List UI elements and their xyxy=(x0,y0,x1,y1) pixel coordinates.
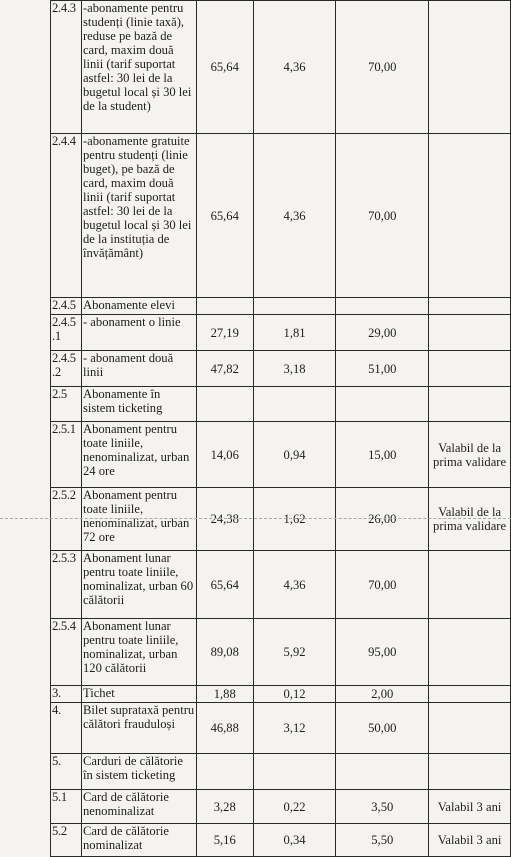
fold-line xyxy=(0,518,511,519)
row-number: 2.5.4 xyxy=(51,619,82,686)
price-with-vat: 70,00 xyxy=(336,1,429,134)
price-with-vat: 26,00 xyxy=(336,488,429,551)
table-row xyxy=(51,315,511,351)
table-row xyxy=(51,351,511,387)
table-row xyxy=(51,134,511,298)
row-description: Tichet xyxy=(81,686,196,703)
price-without-vat: 47,82 xyxy=(196,351,253,387)
table-row xyxy=(51,619,511,686)
row-observations xyxy=(429,551,511,619)
table-row xyxy=(51,790,511,824)
price-without-vat: 65,64 xyxy=(196,134,253,298)
price-with-vat: 70,00 xyxy=(336,551,429,619)
vat-amount: 4,36 xyxy=(253,1,336,134)
table-row xyxy=(51,422,511,488)
row-number: 2.5 xyxy=(51,387,82,422)
vat-amount: 3,12 xyxy=(253,703,336,754)
row-observations xyxy=(429,315,511,351)
row-description: Card de călătorie nenominalizat xyxy=(81,790,196,824)
price-without-vat: 3,28 xyxy=(196,790,253,824)
row-description: Abonament pentru toate liniile, nenominalizat, urban 72 ore xyxy=(81,488,196,551)
vat-amount: 0,22 xyxy=(253,790,336,824)
price-with-vat xyxy=(336,298,429,315)
row-number: 2.4.5 xyxy=(51,298,82,315)
table-row xyxy=(51,824,511,857)
row-observations xyxy=(429,298,511,315)
row-description: Carduri de călătorie în sistem ticketing xyxy=(81,754,196,790)
vat-amount xyxy=(253,387,336,422)
price-with-vat: 95,00 xyxy=(336,619,429,686)
table-row xyxy=(51,488,511,551)
price-without-vat: 1,88 xyxy=(196,686,253,703)
price-without-vat: 14,06 xyxy=(196,422,253,488)
row-observations xyxy=(429,686,511,703)
vat-amount: 3,18 xyxy=(253,351,336,387)
row-description: -abonamente pentru studenți (linie taxă), reduse pe bază de card, maxim două linii (tarif suportat astfel: 30 lei de la bugetul local și 30 lei de la student) xyxy=(81,1,196,134)
price-without-vat: 5,16 xyxy=(196,824,253,857)
price-with-vat: 51,00 xyxy=(336,351,429,387)
row-number: 2.5.2 xyxy=(51,488,82,551)
price-without-vat: 27,19 xyxy=(196,315,253,351)
vat-amount: 0,34 xyxy=(253,824,336,857)
row-description: -abonamente gratuite pentru studenți (linie buget), pe bază de card, maxim două linii (tarif suportat astfel: 30 lei de la bugetul local și 30 lei de la instituția de învățământ) xyxy=(81,134,196,298)
row-number: 2.4.3 xyxy=(51,1,82,134)
row-number: 5. xyxy=(51,754,82,790)
vat-amount xyxy=(253,298,336,315)
price-without-vat xyxy=(196,387,253,422)
table-row xyxy=(51,387,511,422)
row-description: Card de călătorie nominalizat xyxy=(81,824,196,857)
price-without-vat xyxy=(196,754,253,790)
price-with-vat xyxy=(336,387,429,422)
vat-amount: 0,12 xyxy=(253,686,336,703)
price-with-vat: 15,00 xyxy=(336,422,429,488)
row-number: 4. xyxy=(51,703,82,754)
row-number: 5.1 xyxy=(51,790,82,824)
price-with-vat: 70,00 xyxy=(336,134,429,298)
price-with-vat: 3,50 xyxy=(336,790,429,824)
table-row xyxy=(51,686,511,703)
row-observations xyxy=(429,703,511,754)
row-observations xyxy=(429,134,511,298)
row-description: Abonament lunar pentru toate liniile, nominalizat, urban 60 călătorii xyxy=(81,551,196,619)
row-description: Abonamente elevi xyxy=(81,298,196,315)
row-observations xyxy=(429,351,511,387)
row-observations xyxy=(429,1,511,134)
row-number: 2.4.5 .2 xyxy=(51,351,82,387)
price-with-vat: 29,00 xyxy=(336,315,429,351)
table-row xyxy=(51,703,511,754)
row-description: - abonament o linie xyxy=(81,315,196,351)
price-with-vat: 50,00 xyxy=(336,703,429,754)
vat-amount: 4,36 xyxy=(253,551,336,619)
price-with-vat: 5,50 xyxy=(336,824,429,857)
table-row xyxy=(51,551,511,619)
row-description: Abonament pentru toate liniile, nenominalizat, urban 24 ore xyxy=(81,422,196,488)
tariff-table-body xyxy=(51,1,511,857)
price-with-vat: 2,00 xyxy=(336,686,429,703)
table-row xyxy=(51,754,511,790)
price-without-vat: 65,64 xyxy=(196,551,253,619)
price-without-vat: 46,88 xyxy=(196,703,253,754)
row-number: 5.2 xyxy=(51,824,82,857)
row-description: Abonament lunar pentru toate liniile, nominalizat, urban 120 călătorii xyxy=(81,619,196,686)
tariff-table xyxy=(50,0,511,857)
price-with-vat xyxy=(336,754,429,790)
vat-amount: 0,94 xyxy=(253,422,336,488)
table-row xyxy=(51,298,511,315)
vat-amount: 5,92 xyxy=(253,619,336,686)
table-row xyxy=(51,1,511,134)
row-number: 2.4.4 xyxy=(51,134,82,298)
row-observations: Valabil 3 ani xyxy=(429,824,511,857)
vat-amount xyxy=(253,754,336,790)
row-description: Bilet suprataxă pentru călători frauduloși xyxy=(81,703,196,754)
price-without-vat xyxy=(196,298,253,315)
row-number: 2.4.5 .1 xyxy=(51,315,82,351)
price-without-vat: 89,08 xyxy=(196,619,253,686)
row-number: 3. xyxy=(51,686,82,703)
row-description: Abonamente în sistem ticketing xyxy=(81,387,196,422)
price-without-vat: 65,64 xyxy=(196,1,253,134)
row-description: - abonament două linii xyxy=(81,351,196,387)
row-observations: Valabil 3 ani xyxy=(429,790,511,824)
vat-amount: 4,36 xyxy=(253,134,336,298)
row-number: 2.5.1 xyxy=(51,422,82,488)
row-observations: Valabil de la prima validare xyxy=(429,422,511,488)
vat-amount: 1,62 xyxy=(253,488,336,551)
row-observations: Valabil de la prima validare xyxy=(429,488,511,551)
vat-amount: 1,81 xyxy=(253,315,336,351)
row-observations xyxy=(429,619,511,686)
row-observations xyxy=(429,387,511,422)
row-number: 2.5.3 xyxy=(51,551,82,619)
row-observations xyxy=(429,754,511,790)
price-without-vat: 24,38 xyxy=(196,488,253,551)
